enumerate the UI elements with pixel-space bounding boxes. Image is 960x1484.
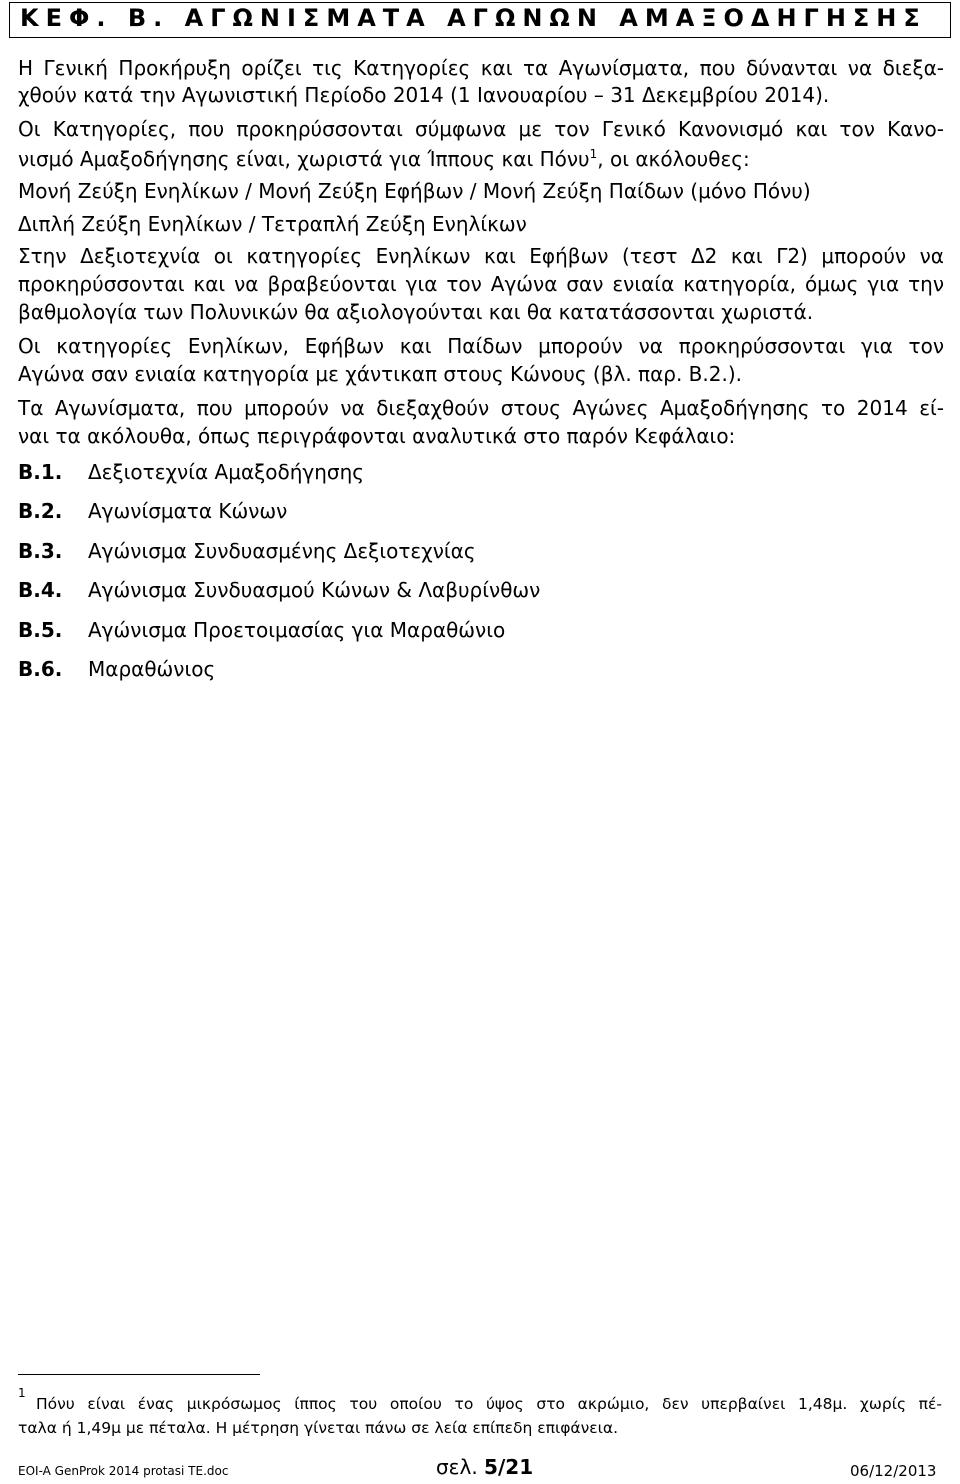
event-label: Αγωνίσματα Κώνων [88,499,288,523]
paragraph-categories-line-1: Οι Κατηγορίες, που προκηρύσσονται σύμφωνα με τον Γενικό Κανονισμό και τον Κανο- [18,117,944,141]
footer-date: 06/12/2013 [850,1462,937,1480]
paragraph-intro-line-2: χθούν κατά την Αγωνιστική Περίοδο 2014 (1 Ιανουαρίου – 31 Δεκεμβρίου 2014). [18,83,830,107]
paragraph-categories-line-2 [18,147,750,171]
event-label: Αγώνισμα Συνδυασμού Κώνων & Λαβυρίνθων [88,578,541,602]
chapter-heading-box [9,2,951,38]
footnote-ref[interactable]: 1 [589,147,598,161]
event-number: Β.1. [18,460,63,484]
paragraph-dressage-line-2: προκηρύσσονται και να βραβεύονται για τον Αγώνα σαν ενιαία κατηγορία, όμως για την [18,272,944,296]
paragraph-dressage-line-1: Στην Δεξιοτεχνία οι κατηγορίες Ενηλίκων και Εφήβων (τεστ Δ2 και Γ2) μπορούν να [18,244,944,268]
event-number: Β.2. [18,499,63,523]
single-harness-categories: Μονή Ζεύξη Ενηλίκων / Μονή Ζεύξη Εφήβων / Μονή Ζεύξη Παίδων (μόνο Πόνυ) [18,179,811,203]
event-label: Αγώνισμα Προετοιμασίας για Μαραθώνιο [88,618,506,642]
paragraph-dressage-line-3: βαθμολογία των Πολυνικών θα αξιολογούνται και θα κατατάσσονται χωριστά. [18,300,814,324]
page-current: 5 [484,1455,498,1479]
paragraph-events-line-2: ναι τα ακόλουθα, όπως περιγράφονται αναλυτικά στο παρόν Κεφάλαιο: [18,424,736,448]
paragraph-intro-line-1: Η Γενική Προκήρυξη ορίζει τις Κατηγορίες και τα Αγωνίσματα, που δύνανται να διεξα- [18,56,944,80]
footnote-mark: 1 [18,1386,26,1400]
paragraph-handicap-line-2: Αγώνα σαν ενιαία κατηγορία με χάντικαπ στους Κώνους (βλ. παρ. Β.2.). [18,362,742,386]
footnote-separator [18,1374,260,1375]
page-total: 21 [505,1455,534,1479]
event-label: Αγώνισμα Συνδυασμένης Δεξιοτεχνίας [88,539,476,563]
event-number: Β.3. [18,539,63,563]
footer-page-number [436,1455,533,1479]
categories-text-b: , οι ακόλουθες: [597,147,750,171]
event-number: Β.5. [18,618,63,642]
event-label: Δεξιοτεχνία Αμαξοδήγησης [88,460,365,484]
multi-harness-categories: Διπλή Ζεύξη Ενηλίκων / Τετραπλή Ζεύξη Ενηλίκων [18,212,527,236]
paragraph-events-line-1: Τα Αγωνίσματα, που μπορούν να διεξαχθούν στους Αγώνες Αμαξοδήγησης το 2014 εί- [18,396,944,420]
event-number: Β.6. [18,657,63,681]
footnote-line-1: Πόνυ είναι ένας μικρόσωμος ίππος του οποίου το ύψος στο ακρώμιο, δεν υπερβαίνει 1,48μ. χωρίς πέ- [36,1395,942,1413]
page-separator: / [497,1455,506,1479]
event-number: Β.4. [18,578,63,602]
categories-text-a: νισμό Αμαξοδήγησης είναι, χωριστά για Ίππους και Πόνυ [18,147,590,171]
event-label: Μαραθώνιος [88,657,216,681]
page-prefix: σελ. [436,1455,485,1479]
footnote-line-2: ταλα ή 1,49μ με πέταλα. Η μέτρηση γίνεται πάνω σε λεία επίπεδη επιφάνεια. [18,1419,619,1437]
paragraph-handicap-line-1: Οι κατηγορίες Ενηλίκων, Εφήβων και Παίδων μπορούν να προκηρύσσονται για τον [18,334,944,358]
footer-filename: EOI-A GenProk 2014 protasi TE.doc [18,1464,229,1478]
chapter-heading: ΚΕΦ. Β. ΑΓΩΝΙΣΜΑΤΑ ΑΓΩΝΩΝ ΑΜΑΞΟΔΗΓΗΣΗΣ [20,4,927,32]
